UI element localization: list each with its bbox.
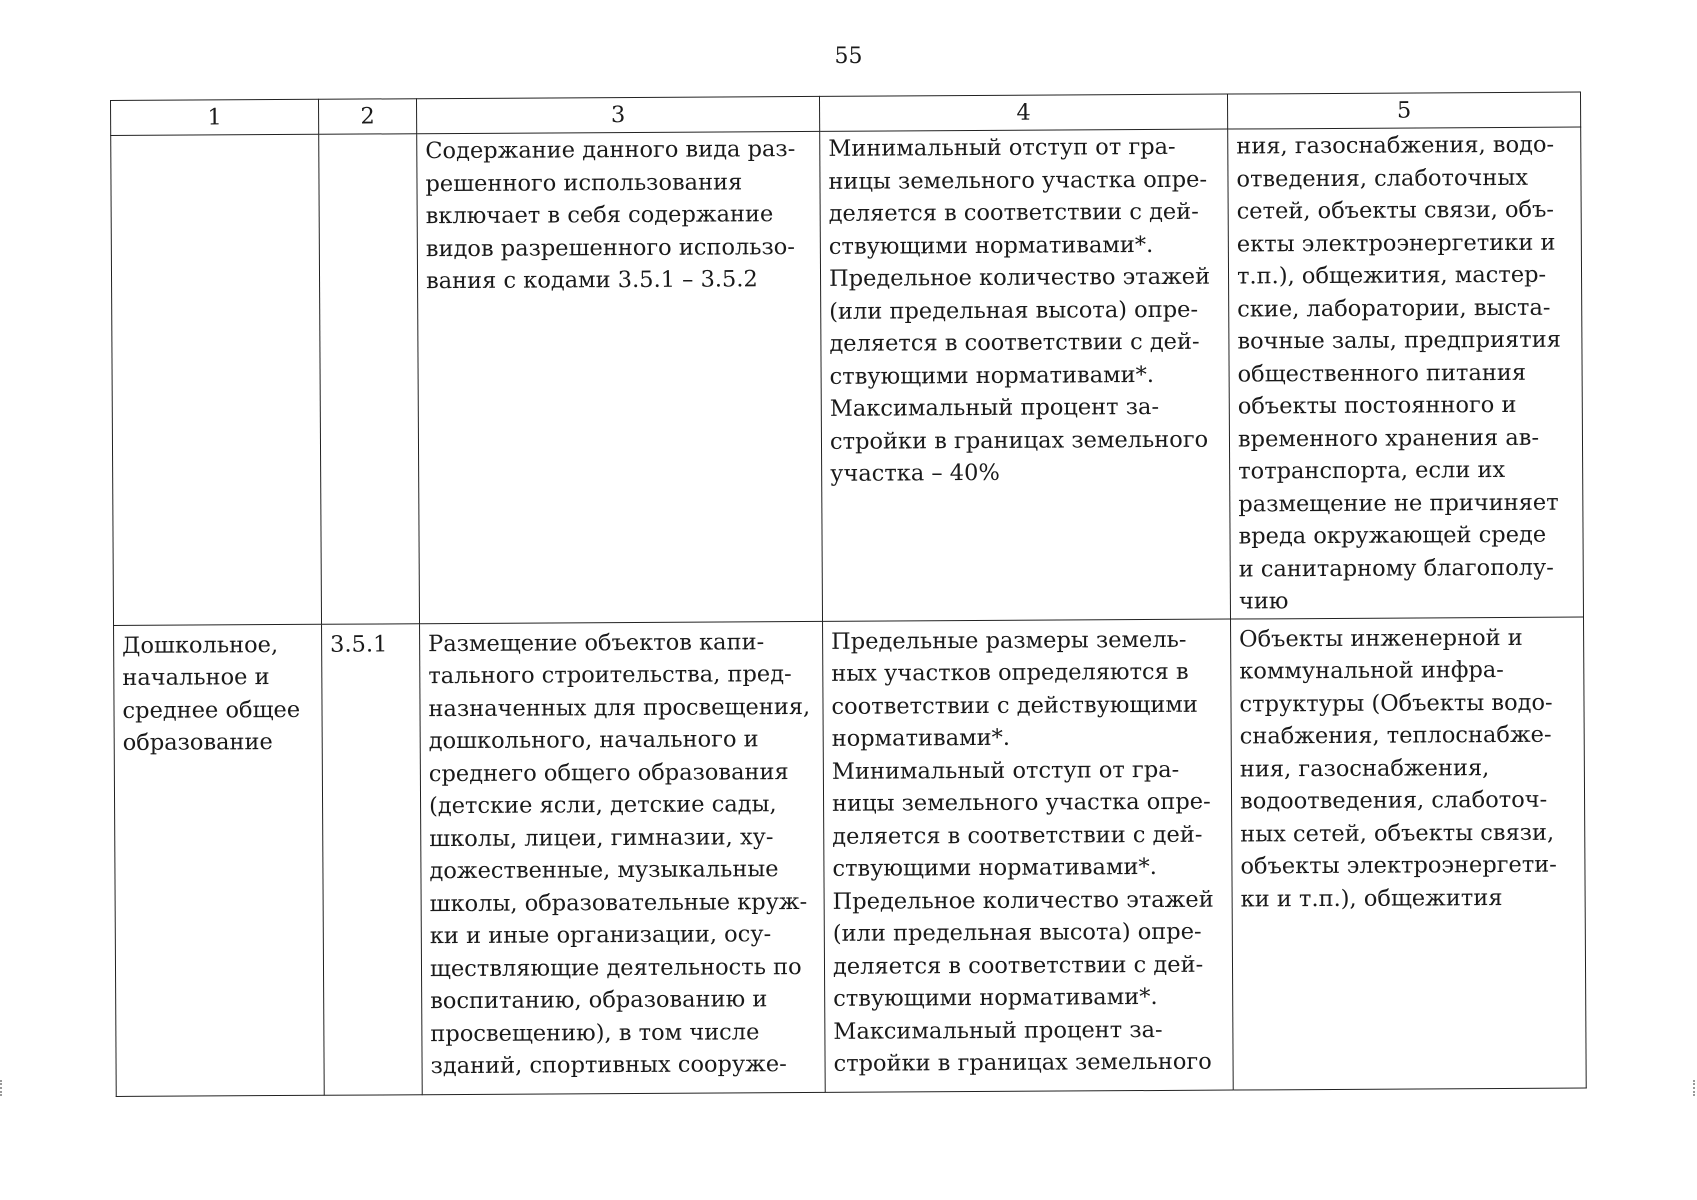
cell-text-line: Дошкольное, (122, 631, 279, 659)
cell-text-line: ствующими нормативами*. (833, 983, 1158, 1012)
cell-text-line: ки и иные организации, осу- (429, 921, 772, 950)
cell-text-line: размещение не причиняет (1238, 489, 1559, 518)
cell-text-line: деляется в соответствии с дей- (829, 328, 1200, 357)
cell-text-line: среднее общее (122, 696, 301, 724)
cell-text-line: ницы земельного участка опре- (828, 166, 1208, 195)
cell-text-line: деляется в соответствии с дей- (832, 821, 1203, 850)
cell-text-line: участка – 40% (830, 459, 1000, 487)
cell-text-line: екты электроэнергетики и (1236, 229, 1556, 258)
cell-text-line: деляется в соответствии с дей- (828, 198, 1199, 227)
cell-text-line: Минимальный отступ от гра- (831, 756, 1180, 785)
column-header-4: 4 (819, 94, 1227, 131)
cell-text-line: ния, газоснабжения, водо- (1236, 131, 1555, 160)
cell-text-line: объекты электроэнергети- (1240, 851, 1557, 880)
row2-auxiliary-uses-cell (1231, 617, 1587, 1090)
cell-text-line: Максимальный процент за- (829, 393, 1160, 422)
cell-text-line: сетей, объекты связи, объ- (1236, 196, 1555, 225)
cell-text-line: ществляющие деятельность по (429, 953, 802, 982)
land-use-table (110, 92, 1587, 1097)
table-row (114, 617, 1587, 1096)
cell-text-line: (или предельная высота) опре- (832, 918, 1202, 947)
row1-description-cell (417, 131, 823, 623)
cell-text-line: общественного питания (1237, 359, 1527, 388)
cell-text-line: воспитанию, образованию и (430, 986, 768, 1015)
page-number: 55 (834, 44, 863, 69)
scan-edge-mark-left (0, 1080, 4, 1096)
cell-text-line: Минимальный отступ от гра- (828, 133, 1176, 162)
cell-text-line: (или предельная высота) опре- (829, 296, 1199, 325)
cell-text-line: вания с кодами 3.5.1 – 3.5.2 (425, 266, 758, 295)
cell-text-line: Предельные размеры земель- (831, 626, 1187, 655)
cell-text-line: дошкольного, начального и (428, 726, 759, 755)
row1-parameters-cell (820, 129, 1231, 621)
cell-text-line: начальное и (122, 664, 270, 691)
cell-text-line: Предельное количество этажей (832, 886, 1214, 915)
cell-text-line: ных сетей, объекты связи, (1240, 819, 1555, 848)
cell-text-line: вочные залы, предприятия (1237, 326, 1561, 355)
cell-text-line: ствующими нормативами*. (828, 231, 1154, 260)
row2-code-cell (322, 623, 423, 1095)
cell-text-line: ния, газоснабжения, (1239, 754, 1490, 783)
cell-text-line: ки и т.п.), общежития (1240, 884, 1503, 913)
cell-text-line: водоотведения, слаботоч- (1239, 786, 1548, 815)
cell-text-line: нормативами*. (831, 724, 1011, 752)
row1-code-cell (319, 134, 420, 624)
scan-edge-mark-right (1693, 1080, 1697, 1096)
cell-text-line: снабжения, теплоснабже- (1239, 721, 1552, 750)
row1-land-use-name-cell (111, 134, 322, 625)
cell-text-line: и санитарному благополу- (1238, 554, 1554, 583)
cell-text-line: зданий, спортивных сооруже- (430, 1051, 787, 1080)
column-header-1: 1 (111, 99, 319, 135)
row2-parameters-cell (823, 619, 1234, 1092)
cell-text-line: ские, лаборатории, выста- (1237, 294, 1551, 323)
cell-text-line: деляется в соответствии с дей- (832, 951, 1204, 980)
cell-text-line: стройки в границах земельного (833, 1048, 1212, 1077)
cell-text-line: ствующими нормативами*. (829, 361, 1155, 390)
cell-text-line: ницы земельного участка опре- (831, 788, 1211, 817)
cell-text-line: т.п.), общежития, мастер- (1236, 261, 1547, 290)
row1-auxiliary-uses-cell (1228, 127, 1584, 619)
cell-text-line: решенного использования (425, 168, 743, 197)
cell-text-line: включает в себя содержание (425, 201, 774, 230)
column-header-3: 3 (416, 96, 819, 133)
cell-text-line: стройки в границах земельного (829, 426, 1209, 455)
cell-text-line: образование (122, 729, 273, 756)
cell-text-line: временного хранения ав- (1237, 424, 1540, 453)
cell-text-line: ствующими нормативами*. (832, 853, 1157, 882)
cell-text-line: чию (1238, 588, 1289, 615)
cell-text-line: Размещение объектов капи- (428, 628, 765, 657)
cell-text-line: дожественные, музыкальные (429, 856, 779, 885)
column-header-5: 5 (1227, 92, 1580, 129)
table-row (111, 127, 1584, 625)
cell-text-line: Содержание данного вида раз- (425, 136, 796, 165)
cell-text-line: Предельное количество этажей (828, 263, 1211, 292)
cell-text-line: отведения, слаботочных (1236, 164, 1529, 193)
row2-description-cell (420, 621, 826, 1094)
cell-text-line: Объекты инженерной и (1239, 624, 1523, 653)
cell-text-line: среднего общего образования (428, 758, 789, 787)
cell-text-line: школы, лицеи, гимназии, ху- (429, 823, 774, 852)
cell-text-line: просвещению), в том числе (430, 1018, 760, 1047)
cell-text-line: объекты постоянного и (1237, 391, 1517, 420)
cell-text-line: вреда окружающей среде (1238, 521, 1547, 550)
cell-text-line: (детские ясли, детские сады, (428, 791, 777, 820)
cell-text-line: назначенных для просвещения, (428, 693, 811, 722)
cell-text-line: структуры (Объекты водо- (1239, 689, 1553, 718)
cell-text-line: 3.5.1 (330, 630, 388, 658)
cell-text-line: коммунальной инфра- (1239, 656, 1504, 685)
cell-text-line: тального строительства, пред- (428, 661, 792, 690)
cell-text-line: Максимальный процент за- (833, 1016, 1163, 1045)
cell-text-line: школы, образовательные круж- (429, 888, 808, 917)
row2-land-use-name-cell (114, 624, 325, 1096)
column-header-2: 2 (318, 99, 416, 135)
cell-text-line: соответствии с действующими (831, 691, 1198, 720)
cell-text-line: тотранспорта, если их (1238, 456, 1506, 485)
cell-text-line: видов разрешенного использо- (425, 233, 795, 262)
cell-text-line: ных участков определяются в (831, 658, 1189, 687)
